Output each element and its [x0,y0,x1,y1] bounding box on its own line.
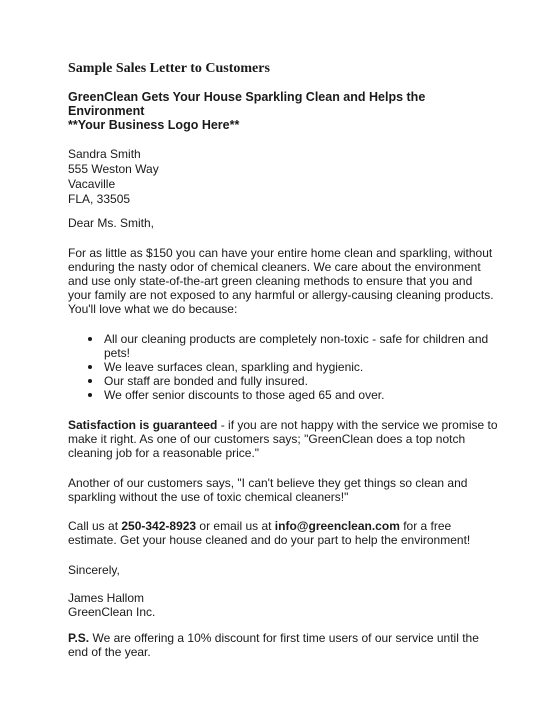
guarantee-text: - if you are not happy with the service we promise to make it right. As one of our customers says; "GreenClean does a top notch cleaning job for a reasonable price." [68,418,498,460]
contact-suffix: for a free estimate. Get your house cleaned and do your part to help the environment! [68,519,471,547]
recipient-address [68,147,498,207]
benefits-list [68,332,498,402]
recipient-city: Vacaville [68,177,116,191]
postscript [68,631,498,659]
logo-placeholder: **Your Business Logo Here** [68,118,240,132]
postscript-label: P.S. [68,631,90,645]
signature-block [68,591,498,619]
bullet-icon [88,365,92,369]
sender-company: GreenClean Inc. [68,605,156,619]
recipient-name: Sandra Smith [68,147,141,161]
guarantee-heading: Satisfaction is guaranteed [68,418,218,432]
contact-paragraph [68,519,498,547]
bullet-icon [88,379,92,383]
list-item [68,360,498,374]
list-item-text: We leave surfaces clean, sparkling and hygienic. [104,360,364,374]
contact-middle: or email us at [196,519,275,533]
intro-paragraph: For as little as $150 you can have your entire home clean and sparkling, without enduring the nasty odor of chemical cleaners. We care about the environment and use only state-of-the-art green cleaning methods to ensure that you and your family are not exposed to any harmful or allergy-causing cleaning products. You'll love what we do because: [68,246,494,316]
recipient-street: 555 Weston Way [68,162,159,176]
list-item-text: All our cleaning products are completely non-toxic - safe for children and pets! [104,332,489,360]
phone-number: 250-342-8923 [121,519,197,533]
contact-prefix: Call us at [68,519,122,533]
closing: Sincerely, [68,563,120,577]
document-title: Sample Sales Letter to Customers [68,61,270,76]
email-address: info@greenclean.com [274,519,400,533]
list-item [68,332,498,360]
list-item [68,374,498,388]
salutation: Dear Ms. Smith, [68,216,155,230]
list-item-text: We offer senior discounts to those aged 65 and over. [104,388,385,402]
headline [68,90,498,132]
testimonial-paragraph: Another of our customers says, "I can't believe they get things so clean and sparkling without the use of toxic chemical cleaners!" [68,476,468,504]
list-item [68,388,498,402]
sender-name: James Hallom [68,591,145,605]
recipient-state-zip: FLA, 33505 [68,192,131,206]
bullet-icon [88,393,92,397]
headline-text: GreenClean Gets Your House Sparkling Clean and Helps the Environment [68,90,426,118]
bullet-icon [88,337,92,341]
list-item-text: Our staff are bonded and fully insured. [104,374,308,388]
guarantee-paragraph [68,418,498,460]
postscript-text: We are offering a 10% discount for first time users of our service until the end of the year. [68,631,479,659]
